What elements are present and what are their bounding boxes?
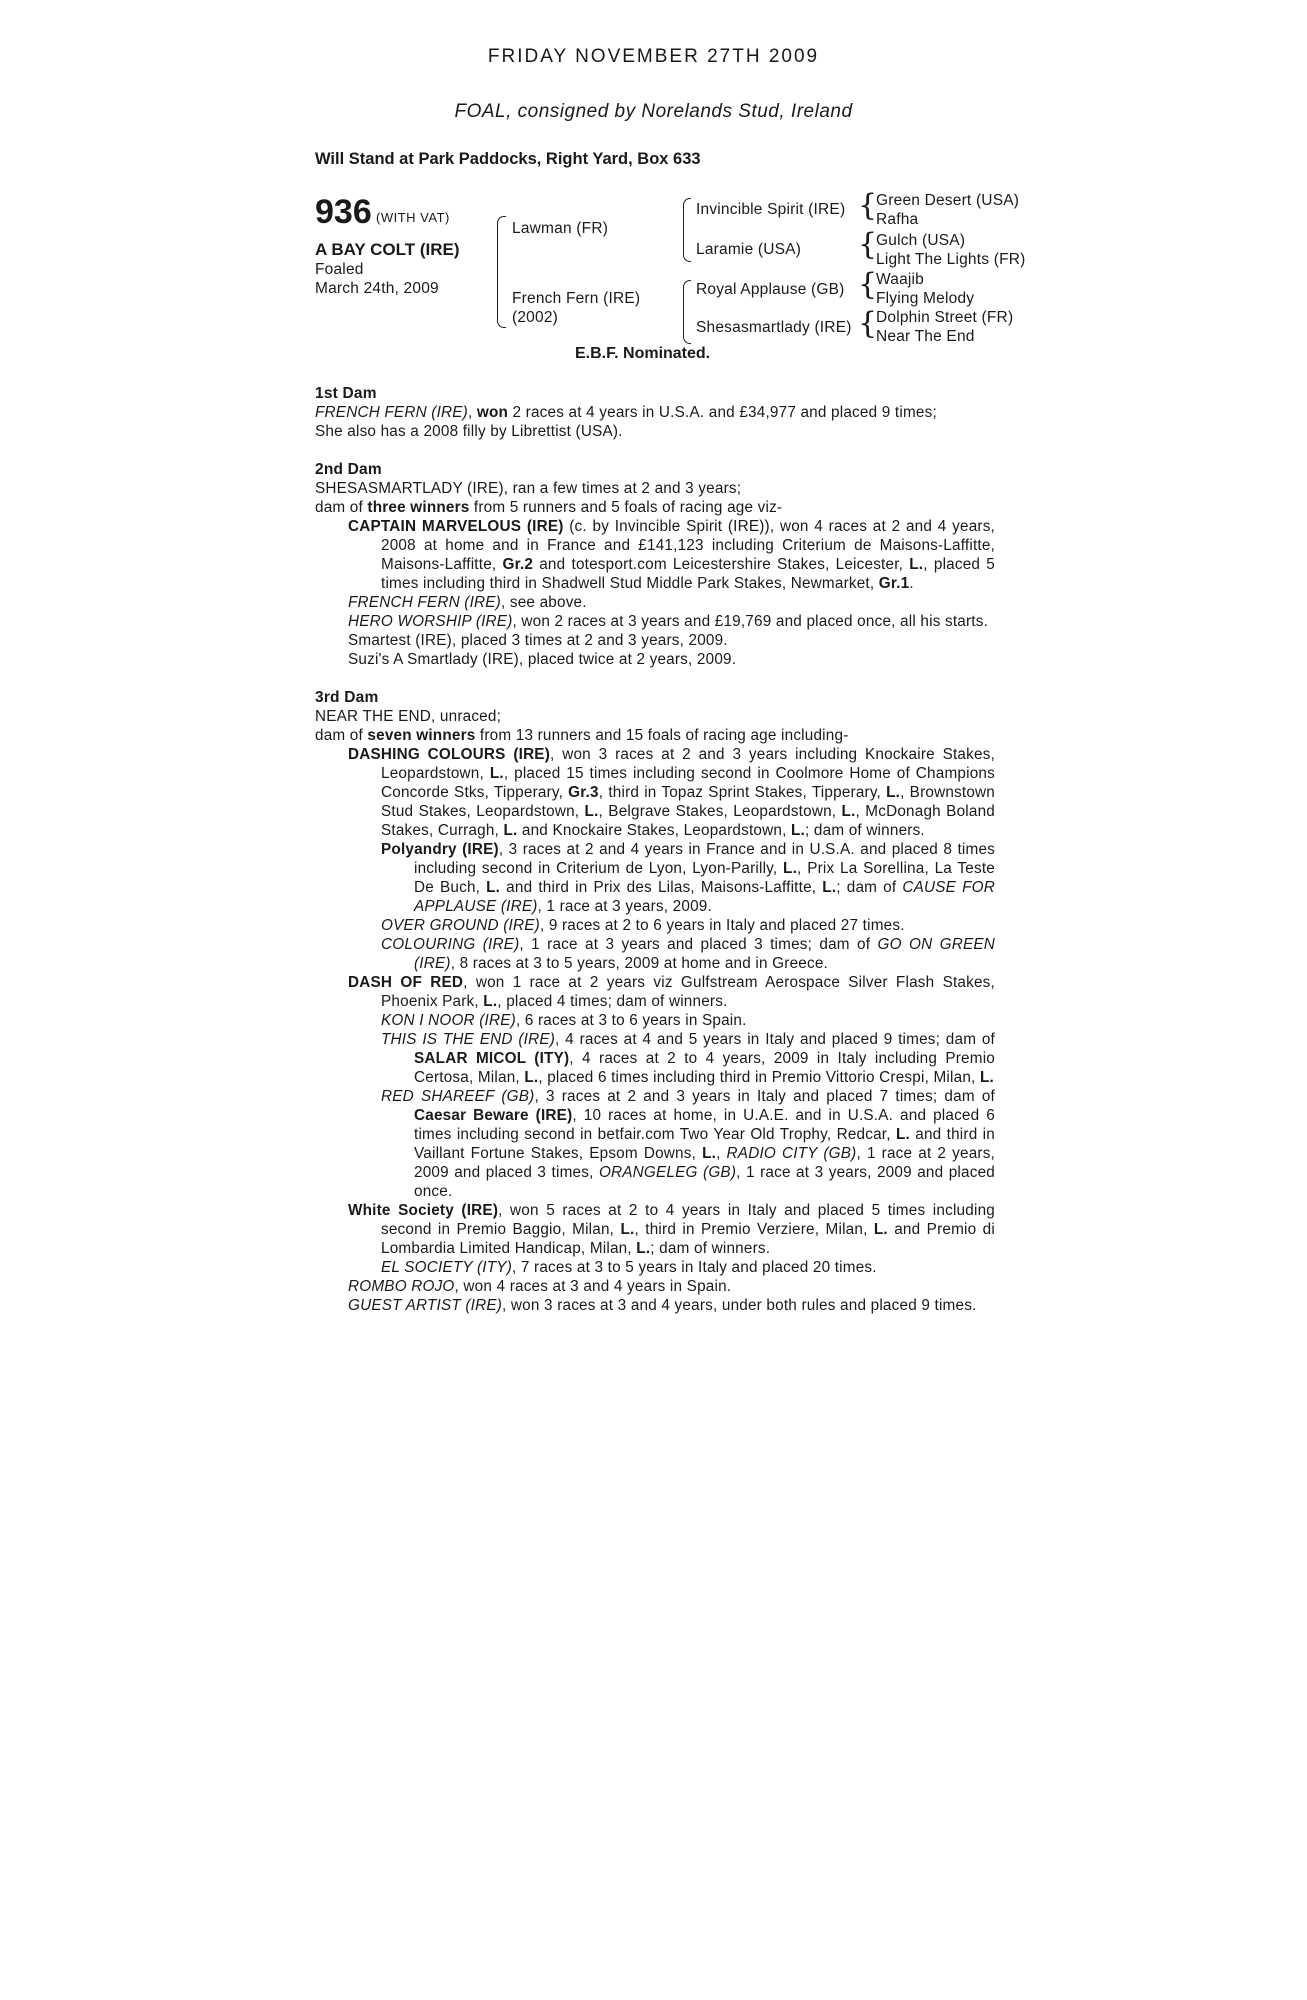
text: , 9 races at 2 to 6 years in Italy and placed 27 times. bbox=[539, 917, 905, 934]
listed: L. bbox=[486, 879, 501, 896]
progeny-smartest: Smartest (IRE), placed 3 times at 2 and 3 years, 2009. bbox=[348, 632, 728, 649]
horse-name: CAPTAIN MARVELOUS (IRE) bbox=[348, 518, 564, 535]
text: , placed 4 times; dam of winners. bbox=[497, 993, 728, 1010]
horse-name: HERO WORSHIP (IRE) bbox=[348, 613, 513, 630]
progeny-french-fern bbox=[348, 593, 995, 612]
text: dam of bbox=[315, 727, 368, 744]
listed: L. bbox=[873, 1221, 888, 1238]
listed: L. bbox=[909, 556, 924, 573]
winners-count: three winners bbox=[367, 499, 470, 516]
horse-name: FRENCH FERN (IRE) bbox=[348, 594, 501, 611]
sire-parents-brace bbox=[683, 198, 691, 262]
text: (c. by Invincible Spirit (IRE)), won 4 races at 2 and 4 years, 2008 at home and in France and £141,123 including Criterium de Maisons-Laffitte, Maisons-Laffitte, bbox=[381, 518, 995, 573]
text: . bbox=[909, 575, 914, 592]
brace-g1: { bbox=[858, 188, 878, 223]
dam-name: FRENCH FERN (IRE) bbox=[315, 404, 468, 421]
text: , third in Topaz Sprint Stakes, Tipperary, bbox=[598, 784, 887, 801]
text: , Belgrave Stakes, Leopardstown, bbox=[598, 803, 842, 820]
pedigree-dam-sire: Royal Applause (GB) bbox=[696, 281, 845, 298]
text: , see above. bbox=[500, 594, 587, 611]
listed: L. bbox=[822, 879, 837, 896]
text: , 7 races at 3 to 5 years in Italy and placed 20 times. bbox=[512, 1259, 877, 1276]
winners-count: seven winners bbox=[367, 727, 476, 744]
progeny-red-shareef bbox=[381, 1087, 995, 1201]
consignor-subtitle: FOAL, consigned by Norelands Stud, Ireland bbox=[454, 101, 853, 122]
sire-dam-brace bbox=[497, 216, 506, 328]
third-dam-summary bbox=[315, 726, 995, 745]
horse-name: OVER GROUND (IRE) bbox=[381, 917, 540, 934]
third-dam-name-line: NEAR THE END, unraced; bbox=[315, 708, 502, 725]
horse-name: EL SOCIETY (ITY) bbox=[381, 1259, 512, 1276]
text: , Brownstown Stud Stakes, Leopardstown, bbox=[381, 784, 995, 820]
brace-g3: { bbox=[858, 267, 878, 302]
text: , 4 races at 4 and 5 years in Italy and placed 9 times; dam of bbox=[555, 1031, 995, 1048]
listed: L. bbox=[886, 784, 901, 801]
text: , 1 race at 3 years and placed 3 times; dam of bbox=[519, 936, 878, 953]
listed: L. bbox=[636, 1240, 651, 1257]
pedigree-g4: Light The Lights (FR) bbox=[876, 251, 1026, 268]
progeny-dash-of-red bbox=[348, 973, 995, 1011]
text: , 1 race at 2 years, 2009 and placed 3 times, bbox=[414, 1145, 995, 1181]
horse-name: GO ON GREEN (IRE) bbox=[414, 936, 995, 972]
text: ; dam of winners. bbox=[650, 1240, 771, 1257]
horse-name: SALAR MICOL (ITY) bbox=[414, 1050, 570, 1067]
horse-name: COLOURING (IRE) bbox=[381, 936, 520, 953]
pedigree-g1: Green Desert (USA) bbox=[876, 192, 1020, 209]
progeny-guest-artist bbox=[348, 1296, 995, 1315]
first-dam-produce: She also has a 2008 filly by Librettist (USA). bbox=[315, 423, 623, 440]
text: , 8 races at 3 to 5 years, 2009 at home and in Greece. bbox=[450, 955, 828, 972]
text: and Knockaire Stakes, Leopardstown, bbox=[517, 822, 791, 839]
horse-name: DASHING COLOURS (IRE) bbox=[348, 746, 551, 763]
text: and Premio di Lombardia Limited Handicap, Milan, bbox=[381, 1221, 995, 1257]
horse-name: THIS IS THE END (IRE) bbox=[381, 1031, 556, 1048]
progeny-this-is-the-end bbox=[381, 1030, 995, 1087]
text: , third in Premio Verziere, Milan, bbox=[634, 1221, 874, 1238]
horse-name: ORANGELEG (GB) bbox=[598, 1164, 737, 1181]
second-dam-summary bbox=[315, 498, 995, 517]
text: , 10 races at home, in U.A.E. and in U.S.A. and placed 6 times including second in betfair.com Two Year Old Trophy, Redcar, bbox=[414, 1107, 995, 1143]
pedigree-g5: Waajib bbox=[876, 271, 925, 288]
pedigree-g8: Near The End bbox=[876, 328, 975, 345]
pedigree-sire-dam: Laramie (USA) bbox=[696, 241, 802, 258]
progeny-colouring bbox=[381, 935, 995, 973]
horse-name: Caesar Beware (IRE) bbox=[414, 1107, 573, 1124]
text: , won 5 races at 2 to 4 years in Italy and placed 5 times including second in Premio Baggio, Milan, bbox=[381, 1202, 995, 1238]
listed: L. bbox=[895, 1126, 910, 1143]
pedigree-sire-sire: Invincible Spirit (IRE) bbox=[696, 201, 846, 218]
horse-name: A BAY COLT (IRE) bbox=[315, 240, 460, 259]
text: , placed 15 times including second in Coolmore Home of Champions Concorde Stks, Tipperary, bbox=[381, 765, 995, 801]
text: and third in Prix des Lilas, Maisons-Laffitte, bbox=[500, 879, 823, 896]
text: dam of bbox=[315, 499, 368, 516]
text: and third in Vaillant Fortune Stakes, Epsom Downs, bbox=[414, 1126, 995, 1162]
progeny-over-ground bbox=[381, 916, 995, 935]
text: , placed 6 times including third in Premio Vittorio Crespi, Milan, bbox=[538, 1069, 980, 1086]
text: , bbox=[716, 1145, 727, 1162]
horse-name: RADIO CITY (GB) bbox=[726, 1145, 857, 1162]
won-text: won bbox=[476, 404, 509, 421]
foaled-label: Foaled bbox=[315, 261, 364, 278]
text: and totesport.com Leicestershire Stakes, Leicester, bbox=[533, 556, 910, 573]
progeny-dashing-colours bbox=[348, 745, 995, 840]
page-date-header: FRIDAY NOVEMBER 27TH 2009 bbox=[487, 46, 820, 67]
progeny-el-society bbox=[381, 1258, 995, 1277]
text: , won 3 races at 3 and 4 years, under both rules and placed 9 times. bbox=[502, 1297, 977, 1314]
first-dam-title: 1st Dam bbox=[315, 385, 377, 402]
listed: L. bbox=[841, 803, 856, 820]
text: , won 2 races at 3 years and £19,769 and placed once, all his starts. bbox=[512, 613, 989, 630]
listed: L. bbox=[524, 1069, 539, 1086]
text: , placed 5 times including third in Shadwell Stud Middle Park Stakes, Newmarket, bbox=[381, 556, 995, 592]
horse-name: ROMBO ROJO bbox=[348, 1278, 455, 1295]
grade: Gr.3 bbox=[568, 784, 599, 801]
progeny-suzis-a-smartlady: Suzi's A Smartlady (IRE), placed twice at 2 years, 2009. bbox=[348, 651, 737, 668]
text: , won 4 races at 3 and 4 years in Spain. bbox=[454, 1278, 732, 1295]
catalogue-body bbox=[315, 384, 995, 1334]
text: , 6 races at 3 to 6 years in Spain. bbox=[515, 1012, 747, 1029]
text: from 13 runners and 15 foals of racing age including- bbox=[475, 727, 849, 744]
listed: L. bbox=[702, 1145, 717, 1162]
third-dam-title: 3rd Dam bbox=[315, 689, 379, 706]
horse-name: CAUSE FOR APPLAUSE (IRE) bbox=[414, 879, 995, 915]
listed: L. bbox=[584, 803, 599, 820]
third-dam-section bbox=[315, 688, 995, 1315]
progeny-white-society bbox=[348, 1201, 995, 1258]
second-dam-section bbox=[315, 460, 995, 669]
listed: L. bbox=[503, 822, 518, 839]
listed: L. bbox=[783, 860, 798, 877]
pedigree-dam: French Fern (IRE) bbox=[512, 290, 641, 307]
first-dam-section bbox=[315, 384, 995, 441]
stand-location: Will Stand at Park Paddocks, Right Yard, Box 633 bbox=[315, 150, 701, 168]
foaled-date: March 24th, 2009 bbox=[315, 280, 439, 297]
pedigree-sire: Lawman (FR) bbox=[512, 220, 609, 237]
progeny-rombo-rojo bbox=[348, 1277, 995, 1296]
pedigree-g6: Flying Melody bbox=[876, 290, 975, 307]
text: , won 1 race at 2 years viz Gulfstream Aerospace Silver Flash Stakes, Phoenix Park, bbox=[381, 974, 995, 1010]
vat-note: (WITH VAT) bbox=[376, 210, 450, 225]
grade: Gr.2 bbox=[502, 556, 534, 573]
horse-name: KON I NOOR (IRE) bbox=[381, 1012, 516, 1029]
text: , Prix La Sorellina, La Teste De Buch, bbox=[414, 860, 995, 896]
listed: L. bbox=[979, 1069, 994, 1086]
dam-parents-brace bbox=[683, 280, 691, 344]
horse-name: White Society (IRE) bbox=[348, 1202, 499, 1219]
pedigree-g7: Dolphin Street (FR) bbox=[876, 309, 1014, 326]
listed: L. bbox=[483, 993, 498, 1010]
horse-name: Polyandry (IRE) bbox=[381, 841, 499, 858]
progeny-kon-i-noor bbox=[381, 1011, 995, 1030]
text: , won 3 races at 2 and 3 years including Knockaire Stakes, Leopardstown, bbox=[381, 746, 995, 782]
first-dam-record: FRENCH FERN (IRE), won 2 races at 4 years in U.S.A. and £34,977 and placed 9 times; bbox=[315, 404, 937, 421]
text: , 1 race at 3 years, 2009 and placed once. bbox=[414, 1164, 996, 1200]
brace-g4: { bbox=[858, 306, 878, 341]
lot-number: 936 bbox=[315, 193, 372, 231]
record-text: 2 races at 4 years in U.S.A. and £34,977 and placed 9 times; bbox=[508, 404, 937, 421]
text: , 1 race at 3 years, 2009. bbox=[537, 898, 712, 915]
text: from 5 runners and 5 foals of racing age viz- bbox=[469, 499, 783, 516]
progeny-hero-worship bbox=[348, 612, 995, 631]
horse-name: DASH OF RED bbox=[348, 974, 464, 991]
progeny-polyandry bbox=[381, 840, 995, 916]
progeny-captain-marvelous bbox=[348, 517, 995, 593]
text: ; dam of winners. bbox=[805, 822, 925, 839]
listed: L. bbox=[489, 765, 504, 782]
pedigree-dam-year: (2002) bbox=[512, 309, 559, 326]
text: ; dam of bbox=[836, 879, 903, 896]
second-dam-title: 2nd Dam bbox=[315, 461, 382, 478]
text: , 4 races at 2 to 4 years, 2009 in Italy including Premio Certosa, Milan, bbox=[414, 1050, 996, 1086]
grade: Gr.1 bbox=[878, 575, 910, 592]
brace-g2: { bbox=[858, 227, 878, 262]
horse-name: RED SHAREEF (GB) bbox=[381, 1088, 535, 1105]
text: , 3 races at 2 and 3 years in Italy and placed 7 times; dam of bbox=[534, 1088, 996, 1105]
second-dam-name-line: SHESASMARTLADY (IRE), ran a few times at 2 and 3 years; bbox=[315, 480, 742, 497]
listed: L. bbox=[620, 1221, 635, 1238]
horse-name: GUEST ARTIST (IRE) bbox=[348, 1297, 503, 1314]
ebf-nominated: E.B.F. Nominated. bbox=[575, 345, 711, 362]
text: , 3 races at 2 and 4 years in France and in U.S.A. and placed 8 times including second in Criterium de Lyon, Lyon-Parilly, bbox=[414, 841, 995, 877]
pedigree-dam-dam: Shesasmartlady (IRE) bbox=[696, 319, 852, 336]
text: , McDonagh Boland Stakes, Curragh, bbox=[381, 803, 996, 839]
pedigree-g3: Gulch (USA) bbox=[876, 232, 966, 249]
listed: L. bbox=[791, 822, 805, 839]
pedigree-g2: Rafha bbox=[876, 211, 919, 228]
